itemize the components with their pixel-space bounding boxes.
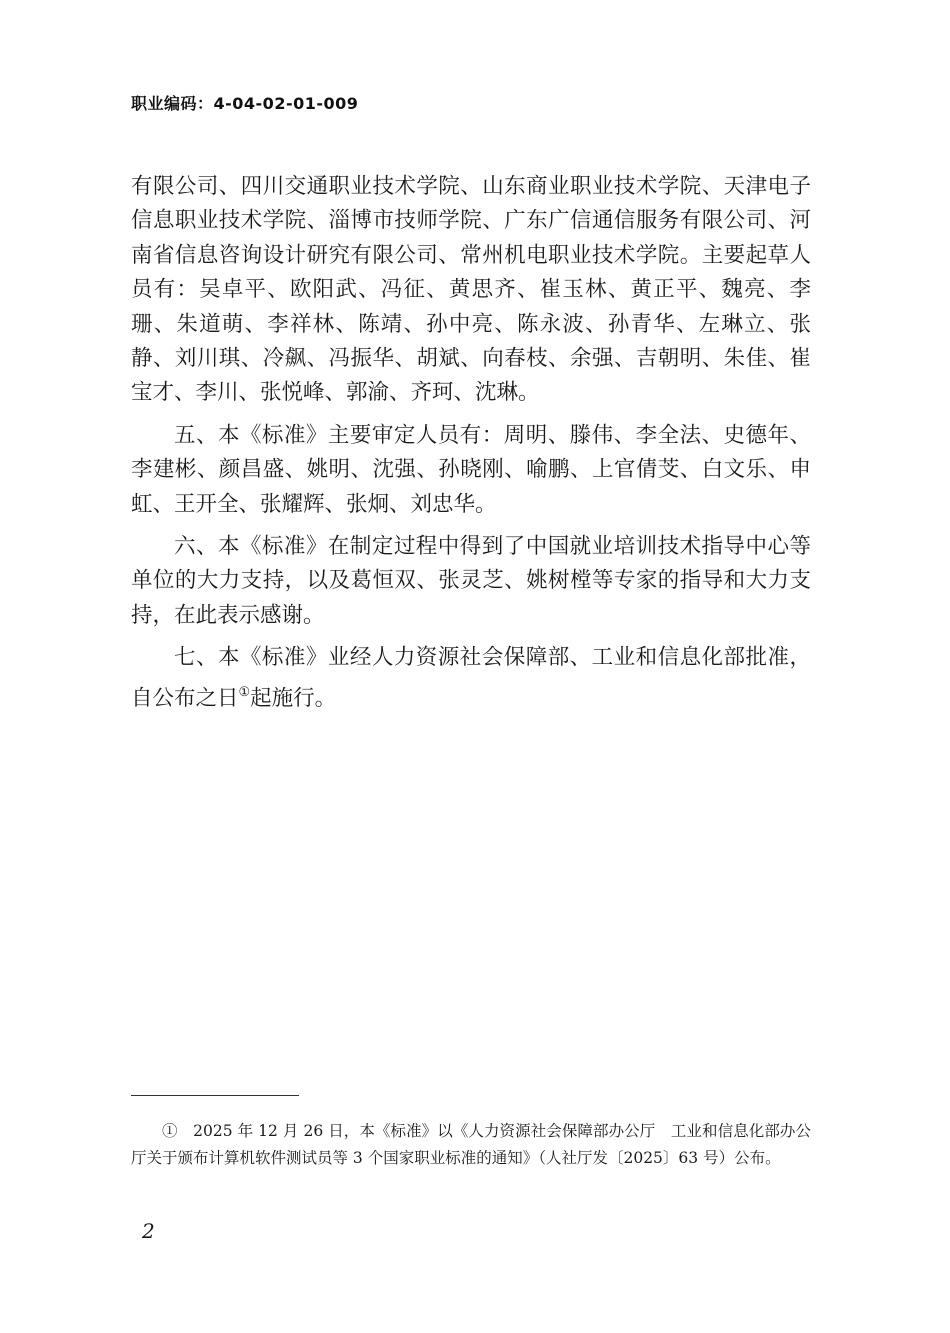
- footnote-marker[interactable]: ①: [238, 684, 251, 700]
- paragraph-5-reviewers: 五、本《标准》主要审定人员有：周明、滕伟、李全法、史德年、李建彬、颜昌盛、姚明、沈强、孙晓刚、喻鹏、上官倩芠、白文乐、申虹、王开全、张耀辉、张炯、刘忠华。: [131, 422, 811, 517]
- footnote: ① 2025 年 12 月 26 日，本《标准》以《人力资源社会保障部办公厅 工业和信息化部办公厅关于颁布计算机软件测试员等 3 个国家职业标准的通知》（人社厅发〔2025〕63 号）公布。: [131, 1122, 811, 1167]
- paragraph-7-effective-date: [131, 641, 811, 716]
- occupation-code-header: 职业编码：4-04-02-01-009: [131, 94, 359, 113]
- paragraph-7-text: 七、本《标准》业经人力资源社会保障部、工业和信息化部批准，自公布之日: [131, 645, 811, 711]
- body-text: [131, 170, 811, 716]
- paragraph-7-text-end: 起施行。: [250, 685, 337, 711]
- footnote-divider: [131, 1095, 299, 1096]
- paragraph-continuation: 有限公司、四川交通职业技术学院、山东商业职业技术学院、天津电子信息职业技术学院、淄博市技师学院、广东广信通信服务有限公司、河南省信息咨询设计研究有限公司、常州机电职业技术学院。主要起草人员有：吴卓平、欧阳武、冯征、黄思齐、崔玉林、黄正平、魏亮、李珊、朱道萌、李祥林、陈靖、孙中亮、陈永波、孙青华、左琳立、张静、刘川琪、冷飙、冯振华、胡斌、向春枝、余强、吉朝明、朱佳、崔宝才、李川、张悦峰、郭渝、齐珂、沈琳。: [131, 174, 811, 406]
- paragraph-6-acknowledgement: 六、本《标准》在制定过程中得到了中国就业培训技术指导中心等单位的大力支持，以及葛恒双、张灵芝、姚树樘等专家的指导和大力支持，在此表示感谢。: [131, 534, 811, 628]
- page-number: 2: [142, 1219, 155, 1243]
